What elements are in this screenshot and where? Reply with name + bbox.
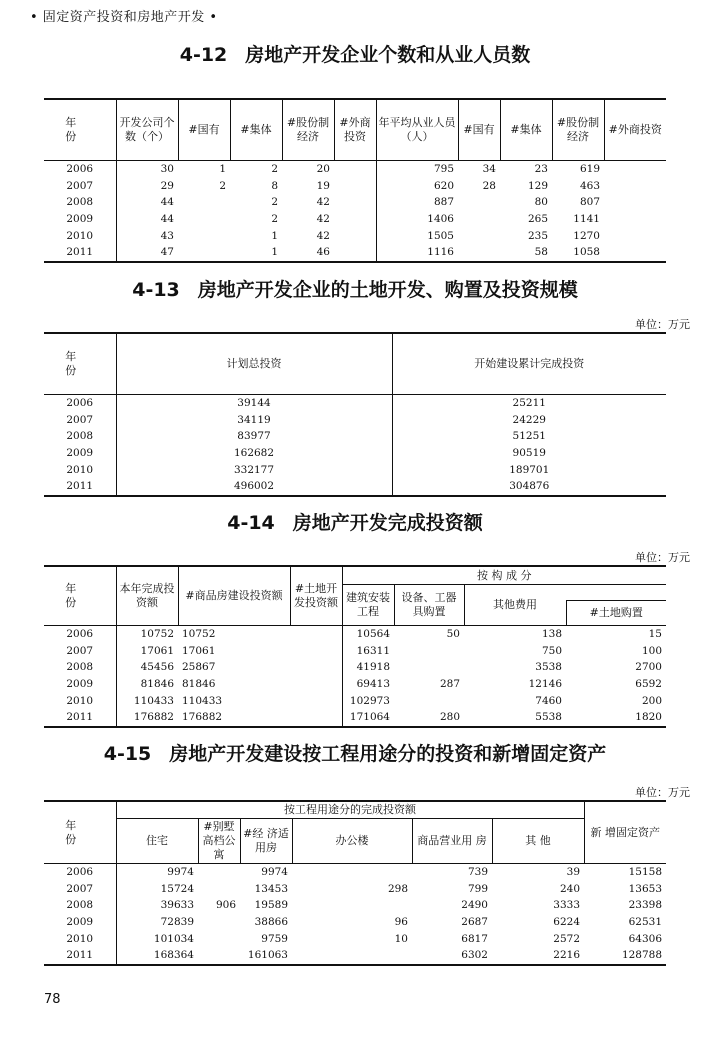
table-cell: 2010 — [66, 932, 94, 945]
title-4-15 — [0, 739, 710, 766]
table-cell: 332177 — [116, 461, 392, 478]
table-cell — [604, 178, 666, 195]
header-year: 年 份 — [44, 801, 116, 864]
table-cell — [292, 947, 412, 965]
table-cell: 2687 — [461, 916, 488, 929]
table-cell: 171064 — [342, 709, 394, 727]
header-other: 其 他 — [492, 819, 584, 864]
table-cell: 2009 — [66, 447, 94, 460]
table-title: 房地产开发完成投资额 — [292, 512, 483, 534]
header-foreign: #外商投资 — [334, 99, 376, 161]
table-cell: 2008 — [66, 899, 94, 912]
header-year: 年 份 — [44, 566, 116, 626]
table-cell — [178, 194, 230, 211]
table-cell — [198, 914, 240, 931]
table-cell: 1 — [230, 244, 282, 262]
table-cell: 287 — [439, 678, 460, 691]
table-cell: 280 — [394, 709, 464, 727]
header-state: #国有 — [178, 99, 230, 161]
table-cell: 10564 — [342, 626, 394, 643]
table-cell — [290, 626, 342, 643]
table-cell: 2006 — [66, 163, 94, 176]
table-cell: 2700 — [635, 661, 662, 674]
table-cell: 298 — [387, 882, 408, 895]
table-cell: 10752 — [116, 626, 178, 643]
table-cell: 496002 — [116, 478, 392, 496]
header-office: 办公楼 — [292, 819, 412, 864]
table-cell: 80 — [534, 196, 548, 209]
table-cell: 1270 — [573, 229, 600, 242]
header-commercial: 商品营业用 房 — [412, 819, 492, 864]
table-cell — [334, 244, 376, 262]
table-cell — [334, 194, 376, 211]
table-cell: 6224 — [553, 916, 581, 929]
table-cell: 39 — [566, 866, 581, 879]
table-cell — [290, 709, 342, 727]
header-new-fixed-assets: 新 增固定资产 — [584, 801, 666, 864]
table-cell — [198, 881, 240, 898]
table-cell — [178, 211, 230, 228]
table-cell: 619 — [579, 163, 600, 176]
table-row — [44, 161, 666, 178]
table-cell — [290, 692, 342, 709]
header-collective-2: #集体 — [500, 99, 552, 161]
table-cell: 6302 — [412, 947, 492, 965]
table-cell: 265 — [527, 213, 548, 226]
header-affordable-housing: #经 济适用房 — [240, 819, 292, 864]
table-cell: 38866 — [254, 916, 288, 929]
table-cell — [198, 930, 240, 947]
header-by-use: 按工程用途分的完成投资额 — [116, 801, 584, 819]
table-4-14 — [44, 565, 666, 728]
table-title: 房地产开发企业的土地开发、购置及投资规模 — [197, 279, 578, 301]
table-cell: 807 — [579, 196, 600, 209]
table-cell: 235 — [527, 229, 548, 242]
table-cell — [604, 244, 666, 262]
table-row — [44, 692, 666, 709]
table-cell — [394, 643, 464, 660]
table-cell: 15 — [648, 628, 662, 641]
table-cell: 200 — [641, 694, 662, 707]
table-cell: 19 — [316, 179, 330, 192]
table-cell: 750 — [541, 644, 562, 657]
table-cell — [458, 194, 500, 211]
table-cell: 17061 — [116, 643, 178, 660]
table-cell: 6817 — [461, 932, 488, 945]
table-cell: 17061 — [182, 644, 216, 657]
header-year: 年 份 — [44, 333, 116, 395]
table-cell — [458, 211, 500, 228]
table-row — [44, 478, 666, 496]
table-row — [44, 445, 666, 462]
table-cell: 2 — [219, 179, 226, 192]
table-row — [44, 643, 666, 660]
table-row — [44, 659, 666, 676]
header-construction: 建筑安装工程 — [342, 585, 394, 626]
table-cell: 13653 — [628, 882, 663, 895]
unit-label: 单位：万元 — [635, 551, 690, 564]
table-cell: 1406 — [376, 211, 458, 228]
table-cell: 3333 — [553, 899, 581, 912]
table-cell: 102973 — [342, 692, 394, 709]
title-4-14 — [0, 508, 710, 535]
table-cell — [604, 161, 666, 178]
header-cumulative-investment: 开始建设累计完成投资 — [392, 333, 666, 395]
title-4-12 — [0, 40, 710, 67]
table-cell — [198, 864, 240, 881]
table-row — [44, 930, 666, 947]
table-cell — [394, 692, 464, 709]
table-cell: 9759 — [261, 932, 288, 945]
table-cell — [334, 227, 376, 244]
table-cell: 42 — [316, 213, 330, 226]
table-row — [44, 395, 666, 412]
table-cell: 2007 — [66, 413, 94, 426]
table-cell: 30 — [116, 161, 178, 178]
header-shareholding: #股份制经济 — [282, 99, 334, 161]
header-by-composition: 按 构 成 分 — [342, 566, 666, 585]
table-cell: 161063 — [240, 947, 292, 965]
table-cell: 47 — [116, 244, 178, 262]
table-cell: 2008 — [66, 661, 94, 674]
table-cell: 96 — [394, 916, 408, 929]
table-cell: 2008 — [66, 430, 94, 443]
table-cell: 50 — [446, 628, 460, 641]
header-villa: #别墅高档公寓 — [198, 819, 240, 864]
table-cell: 2011 — [44, 709, 116, 727]
table-cell: 1058 — [552, 244, 604, 262]
table-cell: 10 — [394, 932, 408, 945]
table-title: 房地产开发建设按工程用途分的投资和新增固定资产 — [169, 743, 607, 765]
table-row — [44, 676, 666, 693]
table-cell: 128788 — [584, 947, 666, 965]
table-cell: 620 — [376, 178, 458, 195]
table-row — [44, 881, 666, 898]
table-cell: 176882 — [178, 709, 290, 727]
table-cell: 463 — [579, 179, 600, 192]
table-cell: 45456 — [116, 659, 178, 676]
table-cell — [604, 211, 666, 228]
table-cell: 2007 — [66, 882, 94, 895]
table-cell — [334, 211, 376, 228]
table-cell: 13453 — [254, 882, 288, 895]
table-cell: 6592 — [635, 678, 662, 691]
table-cell — [334, 178, 376, 195]
table-row — [44, 194, 666, 211]
table-cell: 138 — [541, 628, 562, 641]
table-cell: 110433 — [116, 692, 178, 709]
table-cell: 2490 — [461, 899, 488, 912]
table-4-13 — [44, 332, 666, 497]
header-residential: 住宅 — [116, 819, 198, 864]
table-cell: 110433 — [182, 694, 223, 707]
title-4-13 — [0, 275, 710, 302]
table-cell: 101034 — [116, 930, 198, 947]
table-cell — [290, 659, 342, 676]
table-cell: 2216 — [492, 947, 584, 965]
table-cell: 1 — [271, 229, 278, 242]
table-cell — [290, 643, 342, 660]
header-land-purchase: #土地购置 — [566, 601, 666, 626]
table-cell: 69413 — [342, 676, 394, 693]
table-cell: 83977 — [116, 428, 392, 445]
table-number: 4-15 — [103, 743, 152, 765]
table-cell: 44 — [116, 211, 178, 228]
table-cell: 240 — [559, 882, 581, 895]
table-cell: 2 — [271, 163, 278, 176]
table-number: 4-14 — [227, 512, 275, 534]
table-cell — [290, 676, 342, 693]
table-cell: 799 — [467, 882, 488, 895]
table-title: 房地产开发企业个数和从业人员数 — [245, 44, 531, 66]
running-head: • 固定资产投资和房地产开发 • — [30, 10, 218, 25]
table-cell: 2011 — [44, 478, 116, 496]
table-cell: 62531 — [628, 916, 663, 929]
table-row — [44, 412, 666, 429]
table-cell: 2009 — [66, 213, 94, 226]
table-row — [44, 626, 666, 643]
table-cell: 8 — [271, 179, 278, 192]
table-cell: 34119 — [116, 412, 392, 429]
table-row — [44, 227, 666, 244]
table-cell: 2011 — [44, 947, 116, 965]
table-cell: 19589 — [254, 899, 288, 912]
table-cell: 23398 — [628, 899, 663, 912]
table-cell: 906 — [215, 899, 236, 912]
unit-label: 单位：万元 — [635, 786, 690, 799]
table-row — [44, 897, 666, 914]
table-cell: 2 — [271, 196, 278, 209]
table-cell: 2010 — [66, 694, 94, 707]
table-cell: 5538 — [464, 709, 566, 727]
table-cell: 2006 — [66, 866, 94, 879]
table-row — [44, 914, 666, 931]
table-cell: 23 — [534, 163, 548, 176]
table-cell: 9974 — [116, 864, 198, 881]
table-cell: 2010 — [66, 229, 94, 242]
table-cell — [604, 227, 666, 244]
table-cell: 304876 — [392, 478, 666, 496]
table-number: 4-13 — [132, 279, 180, 301]
table-cell: 2011 — [44, 244, 116, 262]
table-4-12 — [44, 98, 666, 263]
page-number: 78 — [44, 992, 61, 1007]
table-cell: 12146 — [528, 678, 562, 691]
table-cell: 1505 — [376, 227, 458, 244]
header-planned-investment: 计划总投资 — [116, 333, 392, 395]
table-row — [44, 947, 666, 965]
table-cell: 20 — [316, 163, 330, 176]
table-cell: 43 — [116, 227, 178, 244]
table-cell: 1116 — [376, 244, 458, 262]
table-row — [44, 709, 666, 727]
table-cell: 16311 — [342, 643, 394, 660]
table-cell: 2009 — [66, 916, 94, 929]
table-cell: 42 — [316, 229, 330, 242]
table-cell: 15158 — [628, 866, 663, 879]
header-employees: 年平均从业人员（人） — [376, 99, 458, 161]
table-cell: 90519 — [392, 445, 666, 462]
header-year: 年 份 — [44, 99, 116, 161]
table-cell — [292, 897, 412, 914]
table-cell — [292, 864, 412, 881]
table-cell: 168364 — [116, 947, 198, 965]
table-cell — [604, 194, 666, 211]
table-cell — [178, 227, 230, 244]
table-row — [44, 461, 666, 478]
table-number: 4-12 — [179, 44, 228, 66]
table-cell: 2007 — [66, 179, 94, 192]
table-cell: 795 — [376, 161, 458, 178]
table-cell: 2008 — [66, 196, 94, 209]
table-cell: 162682 — [116, 445, 392, 462]
table-cell: 25867 — [182, 661, 216, 674]
header-equipment: 设备、工器具购置 — [394, 585, 464, 626]
table-cell: 58 — [500, 244, 552, 262]
table-cell: 2009 — [66, 678, 94, 691]
table-cell — [458, 227, 500, 244]
table-cell — [198, 947, 240, 965]
header-commodity-housing: #商品房建设投资额 — [178, 566, 290, 626]
table-cell: 42 — [316, 196, 330, 209]
table-cell: 29 — [116, 178, 178, 195]
table-row — [44, 864, 666, 881]
table-cell: 3538 — [535, 661, 562, 674]
header-companies: 开发公司个数（个） — [116, 99, 178, 161]
table-cell: 189701 — [392, 461, 666, 478]
table-cell: 2 — [271, 213, 278, 226]
header-total-investment: 本年完成投资额 — [116, 566, 178, 626]
table-cell: 100 — [641, 644, 662, 657]
table-cell: 7460 — [535, 694, 562, 707]
table-cell: 28 — [482, 179, 496, 192]
table-cell: 1 — [219, 163, 226, 176]
table-cell: 176882 — [116, 709, 178, 727]
table-row — [44, 211, 666, 228]
table-cell: 1820 — [566, 709, 666, 727]
table-cell: 2006 — [66, 628, 94, 641]
table-cell: 81846 — [116, 676, 178, 693]
table-cell: 39144 — [116, 395, 392, 412]
table-cell: 64306 — [628, 932, 663, 945]
table-cell — [178, 244, 230, 262]
header-other-costs: 其他费用 — [464, 585, 566, 626]
table-cell: 44 — [116, 194, 178, 211]
table-cell: 25211 — [392, 395, 666, 412]
table-cell: 39633 — [116, 897, 198, 914]
header-land-development: #土地开发投资额 — [290, 566, 342, 626]
header-foreign-2: #外商投资 — [604, 99, 666, 161]
table-cell: 10752 — [182, 628, 216, 641]
table-cell: 2007 — [66, 644, 94, 657]
table-row — [44, 428, 666, 445]
table-cell: 41918 — [342, 659, 394, 676]
table-cell: 2572 — [553, 932, 581, 945]
table-cell: 51251 — [392, 428, 666, 445]
table-cell: 129 — [527, 179, 548, 192]
header-collective: #集体 — [230, 99, 282, 161]
table-cell: 2010 — [66, 463, 94, 476]
table-cell: 24229 — [392, 412, 666, 429]
table-cell — [458, 244, 500, 262]
table-4-15 — [44, 800, 666, 966]
table-cell: 81846 — [182, 678, 216, 691]
table-cell: 887 — [376, 194, 458, 211]
table-cell: 739 — [467, 866, 488, 879]
table-cell — [334, 161, 376, 178]
unit-label: 单位：万元 — [635, 318, 690, 331]
header-state-2: #国有 — [458, 99, 500, 161]
table-cell: 2006 — [66, 397, 94, 410]
table-cell — [394, 659, 464, 676]
table-row — [44, 178, 666, 195]
table-cell: 46 — [282, 244, 334, 262]
table-cell: 9974 — [261, 866, 288, 879]
table-cell: 1141 — [573, 213, 600, 226]
header-shareholding-2: #股份制经济 — [552, 99, 604, 161]
table-cell: 34 — [482, 163, 496, 176]
table-cell: 72839 — [116, 914, 198, 931]
table-row — [44, 244, 666, 262]
table-cell: 15724 — [116, 881, 198, 898]
